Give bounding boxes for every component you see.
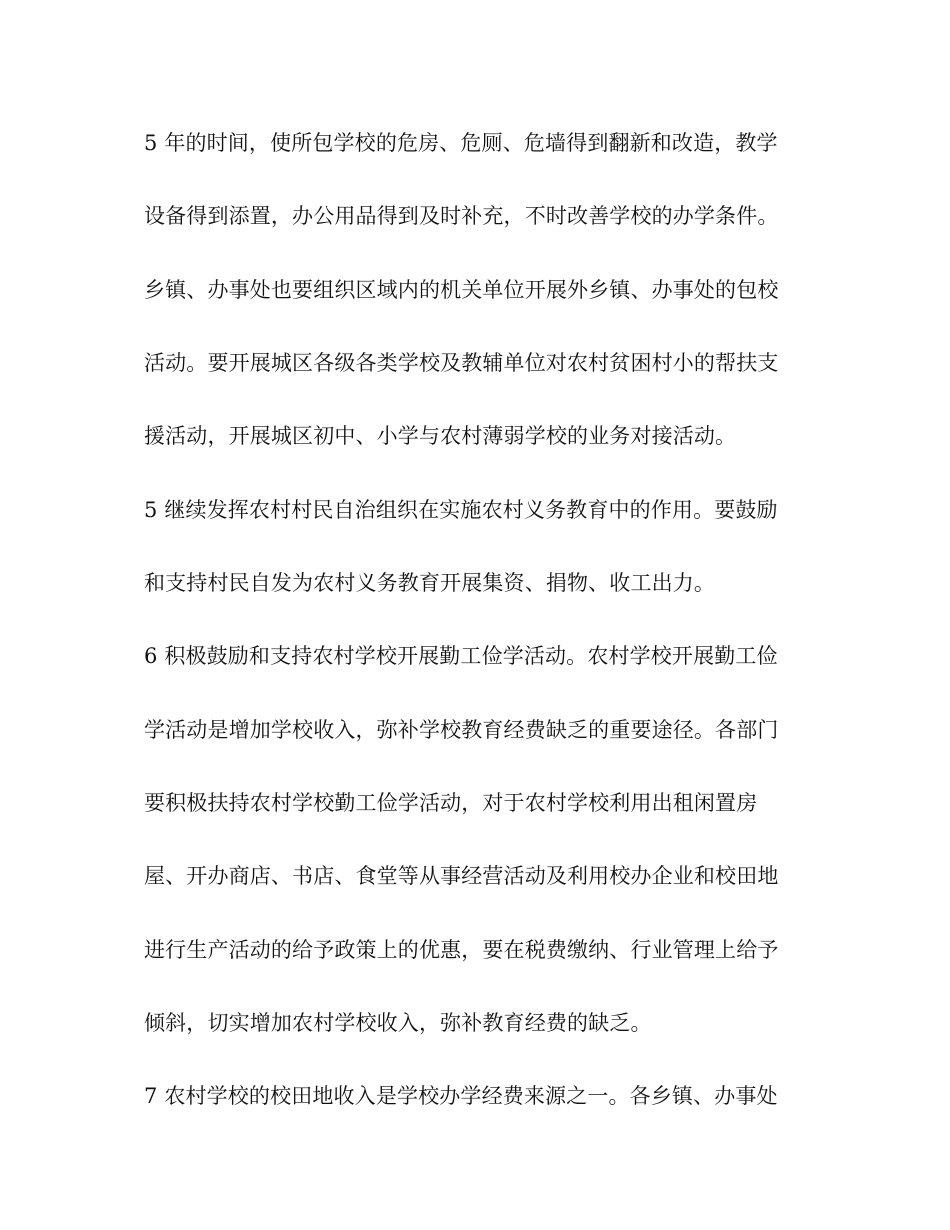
text-line: 5 年的时间，使所包学校的危房、危厕、危墙得到翻新和改造，教学 [144, 131, 778, 155]
text-line: 5 继续发挥农村村民自治组织在实施农村义务教育中的作用。要鼓励 [144, 498, 778, 522]
text-line: 屋、开办商店、书店、食堂等从事经营活动及利用校办企业和校田地 [144, 864, 779, 888]
text-line: 倾斜，切实增加农村学校收入，弥补教育经费的缺乏。 [144, 1011, 652, 1035]
text-line: 援活动，开展城区初中、小学与农村薄弱学校的业务对接活动。 [144, 424, 737, 448]
text-line: 乡镇、办事处也要组织区域内的机关单位开展外乡镇、办事处的包校 [144, 278, 779, 302]
text-line: 设备得到添置，办公用品得到及时补充，不时改善学校的办学条件。 [144, 204, 779, 228]
text-line: 活动。要开展城区各级各类学校及教辅单位对农村贫困村小的帮扶支 [144, 351, 779, 375]
text-line: 6 积极鼓励和支持农村学校开展勤工俭学活动。农村学校开展勤工俭 [144, 644, 778, 668]
text-line: 学活动是增加学校收入，弥补学校教育经费缺乏的重要途径。各部门 [144, 718, 779, 742]
text-line: 进行生产活动的给予政策上的优惠，要在税费缴纳、行业管理上给予 [144, 938, 779, 962]
text-line: 和支持村民自发为农村义务教育开展集资、捐物、收工出力。 [144, 571, 716, 595]
text-line: 要积极扶持农村学校勤工俭学活动，对于农村学校利用出租闲置房 [144, 791, 758, 815]
text-line: 7 农村学校的校田地收入是学校办学经费来源之一。各乡镇、办事处 [144, 1084, 778, 1108]
